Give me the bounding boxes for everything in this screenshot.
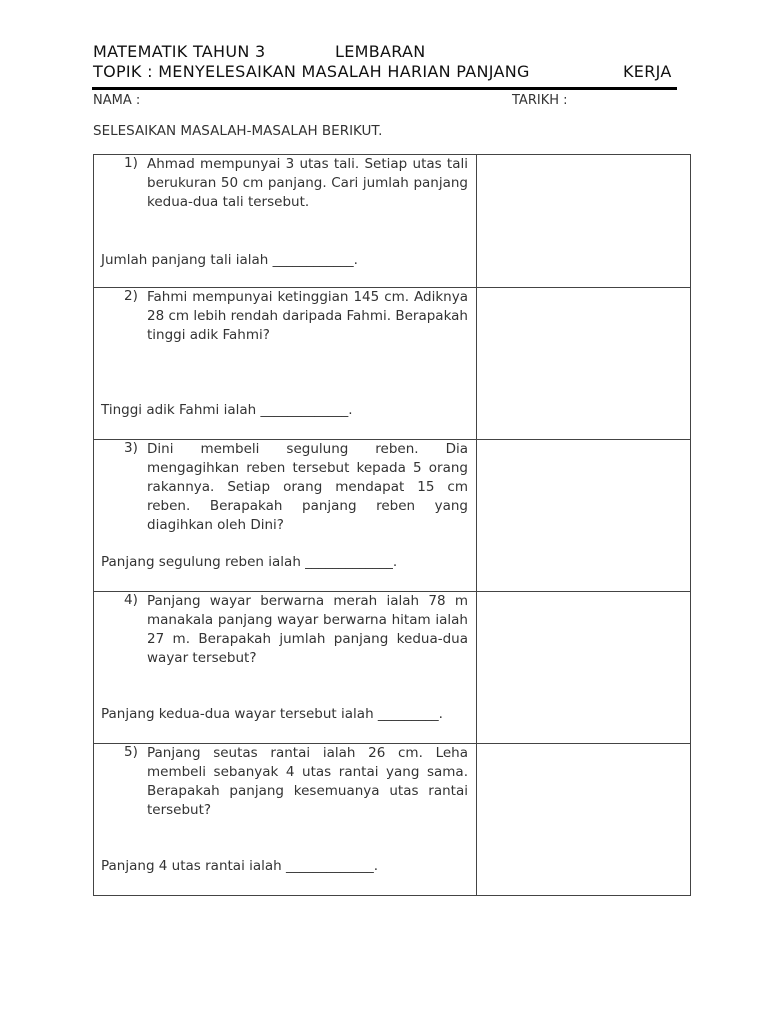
working-space[interactable] [477,592,691,744]
working-space[interactable] [477,155,691,288]
worksheet-subject: MATEMATIK TAHUN 3 [93,42,266,61]
question-text: Panjang wayar berwarna merah ialah 78 m manakala panjang wayar berwarna hitam ialah 27 m. Berapakah jumlah panjang kedua-dua wayar tersebut? [147,593,468,666]
question-cell [94,592,477,744]
question-text: Panjang seutas rantai ialah 26 cm. Leha membeli sebanyak 4 utas rantai yang sama. Berapakah panjang kesemuanya utas rantai tersebut? [147,745,468,818]
worksheet-type-line2: KERJA [623,62,672,81]
answer-line[interactable]: Panjang segulung reben ialah _____________. [101,554,398,570]
answer-line[interactable]: Panjang 4 utas rantai ialah _____________. [101,858,379,874]
question-number: 5) [124,744,138,760]
instructions: SELESAIKAN MASALAH-MASALAH BERIKUT. [93,123,383,139]
question-cell [94,155,477,288]
worksheet-topic: TOPIK : MENYELESAIKAN MASALAH HARIAN PANJANG [93,62,530,81]
question-row [94,744,691,896]
working-space[interactable] [477,744,691,896]
question-cell [94,440,477,592]
question-number: 2) [124,288,138,304]
question-number: 1) [124,155,138,171]
question-text: Fahmi mempunyai ketinggian 145 cm. Adiknya 28 cm lebih rendah daripada Fahmi. Berapakah tinggi adik Fahmi? [147,289,468,343]
header-divider [92,87,677,90]
question-text: Ahmad mempunyai 3 utas tali. Setiap utas tali berukuran 50 cm panjang. Cari jumlah panjang kedua-dua tali tersebut. [147,156,468,210]
working-space[interactable] [477,440,691,592]
question-row [94,592,691,744]
question-cell [94,744,477,896]
date-field-label: TARIKH : [512,93,568,108]
question-text: Dini membeli segulung reben. Dia mengagihkan reben tersebut kepada 5 orang rakannya. Setiap orang mendapat 15 cm reben. Berapakah panjang reben yang diagihkan oleh Dini? [147,441,468,533]
working-space[interactable] [477,288,691,440]
questions-table [93,154,691,896]
answer-line[interactable]: Jumlah panjang tali ialah ____________. [101,252,358,268]
name-field-label: NAMA : [93,93,141,108]
question-cell [94,288,477,440]
question-row [94,155,691,288]
answer-line[interactable]: Panjang kedua-dua wayar tersebut ialah _________. [101,706,443,722]
question-row [94,288,691,440]
question-number: 4) [124,592,138,608]
question-row [94,440,691,592]
answer-line[interactable]: Tinggi adik Fahmi ialah _____________. [101,402,353,418]
question-number: 3) [124,440,138,456]
worksheet-type-line1: LEMBARAN [335,42,426,61]
